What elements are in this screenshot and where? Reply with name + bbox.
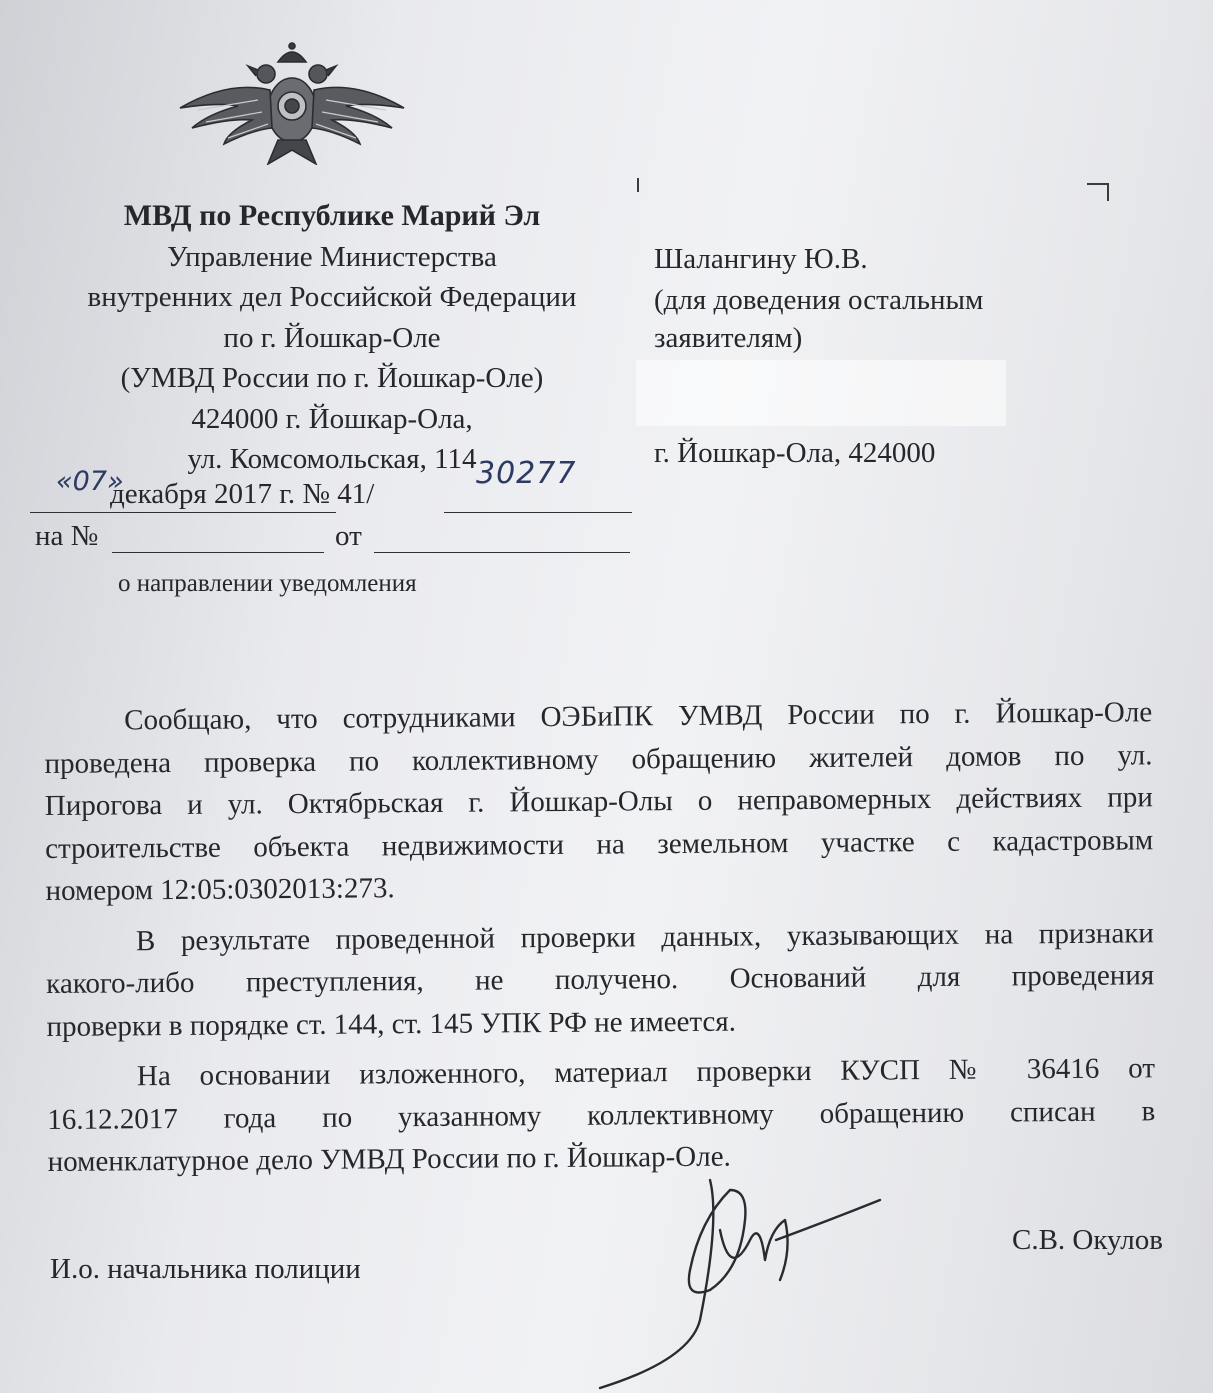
body-line: Сообщаю, что сотрудниками ОЭБиПК УМВД России по г. Йошкар-Оле	[124, 696, 1153, 737]
body-line: Пирогова и ул. Октябрьская г. Йошкар-Олы о неправомерных действиях при	[44, 781, 1153, 822]
letterhead-line: 424000 г. Йошкар-Ола,	[191, 402, 473, 435]
ref-from: от	[335, 520, 362, 552]
addressee-note: (для доведения остальным	[654, 284, 984, 316]
addressee-name: Шалангину Ю.В.	[654, 243, 868, 275]
letterhead-line: Управление Министерства	[167, 240, 497, 273]
registration-printed: декабря 2017 г. № 41/	[110, 478, 375, 510]
ref-number-underline	[112, 552, 324, 553]
number-underline	[444, 512, 632, 513]
body-line: какого-либо преступления, не получено. Оснований для проведения	[46, 959, 1155, 1000]
handwritten-number: 30277	[476, 456, 577, 491]
corner-mark-right-vertical	[1107, 183, 1109, 201]
body-line: проверки в порядке ст. 144, ст. 145 УПК РФ не имеется.	[46, 1005, 737, 1043]
body-line: проведена проверка по коллективному обращению жителей домов по ул.	[44, 738, 1153, 780]
body-line: 16.12.2017 года по указанному коллективному обращению списан в	[47, 1094, 1156, 1136]
signer-name: С.В. Окулов	[1012, 1224, 1163, 1256]
body-paragraph	[46, 912, 1155, 1048]
body-paragraph	[44, 691, 1154, 912]
addressee-note: заявителям)	[654, 322, 803, 354]
body-line: номером 12:05:0302013:273.	[45, 872, 395, 907]
letterhead-line: (УМВД России по г. Йошкар-Оле)	[120, 362, 544, 394]
signer-position: И.о. начальника полиции	[50, 1253, 361, 1285]
letterhead	[30, 196, 634, 480]
ref-prefix: на №	[35, 520, 99, 552]
corner-mark-right	[1087, 183, 1109, 185]
subject-line: о направлении уведомления	[118, 570, 417, 597]
letterhead-line: по г. Йошкар-Оле	[223, 321, 441, 354]
body-line: номенклатурное дело УМВД России по г. Йошкар-Оле.	[47, 1140, 731, 1178]
handwritten-signature-icon	[580, 1160, 900, 1390]
addressee-city: г. Йошкар-Ола, 424000	[654, 437, 936, 469]
body-line: На основании изложенного, материал проверки КУСП № 36416 от	[136, 1052, 1156, 1093]
date-underline	[30, 512, 336, 513]
body-line: строительстве объекта недвижимости на земельном участке с кадастровым	[45, 823, 1154, 865]
letterhead-line: внутренних дел Российской Федерации	[87, 281, 577, 313]
handwritten-day: «07»	[56, 466, 124, 497]
redacted-area	[636, 360, 1006, 426]
corner-mark-left	[637, 178, 639, 192]
double-headed-eagle-icon	[178, 40, 406, 165]
body-line: В результате проведенной проверки данных, указывающих на признаки	[135, 916, 1154, 957]
org-title: МВД по Республике Марий Эл	[123, 199, 541, 232]
letterhead-line: ул. Комсомольская, 114	[187, 443, 477, 475]
reference-line	[35, 520, 98, 553]
letter-body	[44, 691, 1156, 1183]
ref-date-underline	[374, 552, 630, 553]
